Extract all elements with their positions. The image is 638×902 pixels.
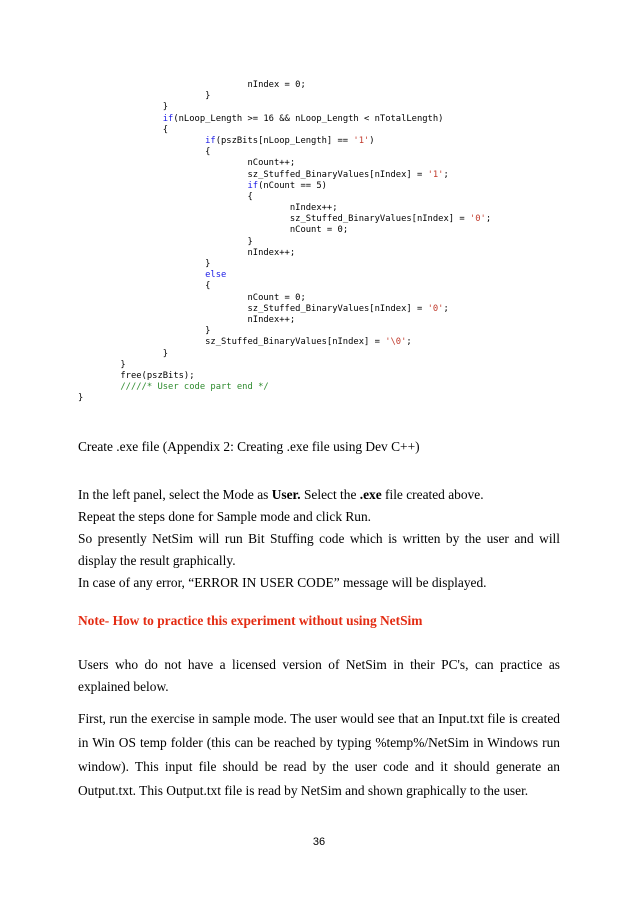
error-text: In case of any error, “ERROR IN USER CODE” message will be displayed.: [78, 575, 487, 590]
code-token: }: [120, 359, 126, 370]
create-exe-paragraph: [78, 436, 420, 458]
code-token: sz_Stuffed_BinaryValues[nIndex] =: [247, 169, 428, 180]
code-keyword: if: [247, 180, 259, 191]
code-token: (nLoop_Length >= 16 && nLoop_Length < nTotalLength): [173, 113, 444, 124]
exe-label: .exe: [359, 487, 382, 502]
code-string: '0': [427, 303, 444, 314]
code-keyword: if: [162, 113, 174, 124]
code-line: [78, 91, 491, 102]
code-token: ;: [406, 337, 412, 348]
code-token: ;: [443, 303, 449, 314]
code-token: {: [205, 147, 211, 158]
presently-text: So presently NetSim will run Bit Stuffing code which is written by the user and will display the result graphically.: [78, 531, 560, 568]
code-line: [78, 315, 491, 326]
code-line: [78, 102, 491, 113]
code-token: sz_Stuffed_BinaryValues[nIndex] =: [289, 214, 470, 225]
left-panel-text-c: file created above.: [381, 487, 484, 502]
users-paragraph: [78, 654, 560, 698]
code-line: [78, 170, 491, 181]
code-token: (pszBits[nLoop_Length] ==: [215, 135, 354, 146]
code-line: [78, 371, 491, 382]
first-text: First, run the exercise in sample mode. The user would see that an Input.txt file is created in Win OS temp folder (this can be reached by typing %temp%/NetSim in Windows run window). This input file should be read by the user code and it should generate an Output.txt. This Output.txt file is read by NetSim and shown graphically to the user.: [78, 711, 560, 798]
code-line: [78, 270, 491, 281]
code-line: [78, 158, 491, 169]
code-token: sz_Stuffed_BinaryValues[nIndex] =: [247, 303, 428, 314]
user-mode-label: User.: [271, 487, 301, 502]
code-line: [78, 181, 491, 192]
code-token: }: [205, 91, 211, 102]
left-panel-text: [78, 484, 560, 506]
code-line: [78, 293, 491, 304]
code-line: [78, 349, 491, 360]
repeat-text: Repeat the steps done for Sample mode and click Run.: [78, 509, 372, 524]
code-line: [78, 147, 491, 158]
code-token: {: [162, 124, 169, 135]
code-comment: /////* User code part end */: [120, 382, 269, 393]
left-panel-text-a: In the left panel, select the Mode as: [78, 487, 272, 502]
code-token: ): [369, 135, 375, 146]
code-line: [78, 393, 491, 404]
code-token: nIndex = 0;: [247, 80, 306, 90]
code-token: }: [205, 326, 211, 337]
code-token: (nCount == 5): [258, 180, 327, 191]
code-line: [78, 214, 491, 225]
code-token: }: [162, 102, 169, 113]
code-token: nIndex++;: [247, 247, 296, 258]
code-token: }: [205, 259, 211, 269]
code-token: }: [78, 393, 84, 404]
code-line: [78, 259, 491, 270]
code-line: [78, 136, 491, 147]
code-token: {: [205, 281, 211, 292]
code-token: ;: [443, 169, 449, 180]
code-token: }: [247, 236, 253, 247]
code-token: }: [162, 348, 169, 359]
code-token: ;: [485, 214, 492, 225]
code-line: [78, 304, 491, 315]
code-token: sz_Stuffed_BinaryValues[nIndex] =: [205, 337, 386, 348]
code-token: {: [247, 191, 253, 202]
code-string: '1': [427, 169, 444, 180]
code-string: '\0': [385, 337, 407, 348]
code-line: [78, 326, 491, 337]
code-line: [78, 337, 491, 348]
code-line: [78, 360, 491, 371]
note-heading: Note- How to practice this experiment without using NetSim: [78, 613, 423, 628]
code-line: [78, 203, 491, 214]
code-token: nCount++;: [247, 158, 296, 169]
code-line: [78, 114, 491, 125]
code-keyword: if: [205, 135, 216, 146]
code-line: [78, 80, 491, 91]
code-line: [78, 125, 491, 136]
left-panel-text-b: Select the: [300, 487, 360, 502]
code-token: nIndex++;: [247, 314, 296, 325]
code-listing: [78, 80, 491, 404]
note-heading-block: [78, 610, 422, 632]
code-line: [78, 192, 491, 203]
code-token: nCount = 0;: [289, 225, 349, 236]
code-line: [78, 237, 491, 248]
instructions-block: [78, 484, 560, 594]
code-line: [78, 281, 491, 292]
create-exe-text: Create .exe file (Appendix 2: Creating .exe file using Dev C++): [78, 439, 420, 454]
code-line: [78, 248, 491, 259]
code-line: [78, 225, 491, 236]
code-token: nCount = 0;: [247, 292, 306, 303]
users-text: Users who do not have a licensed version of NetSim in their PC's, can practice as explained below.: [78, 657, 560, 694]
code-token: nIndex++;: [289, 203, 338, 214]
code-token: free(pszBits);: [120, 370, 195, 381]
code-keyword: else: [205, 270, 227, 281]
code-line: [78, 382, 491, 393]
first-paragraph: [78, 707, 560, 803]
code-string: '0': [469, 214, 486, 225]
page-number: 36: [312, 836, 326, 848]
code-string: '1': [353, 135, 370, 146]
